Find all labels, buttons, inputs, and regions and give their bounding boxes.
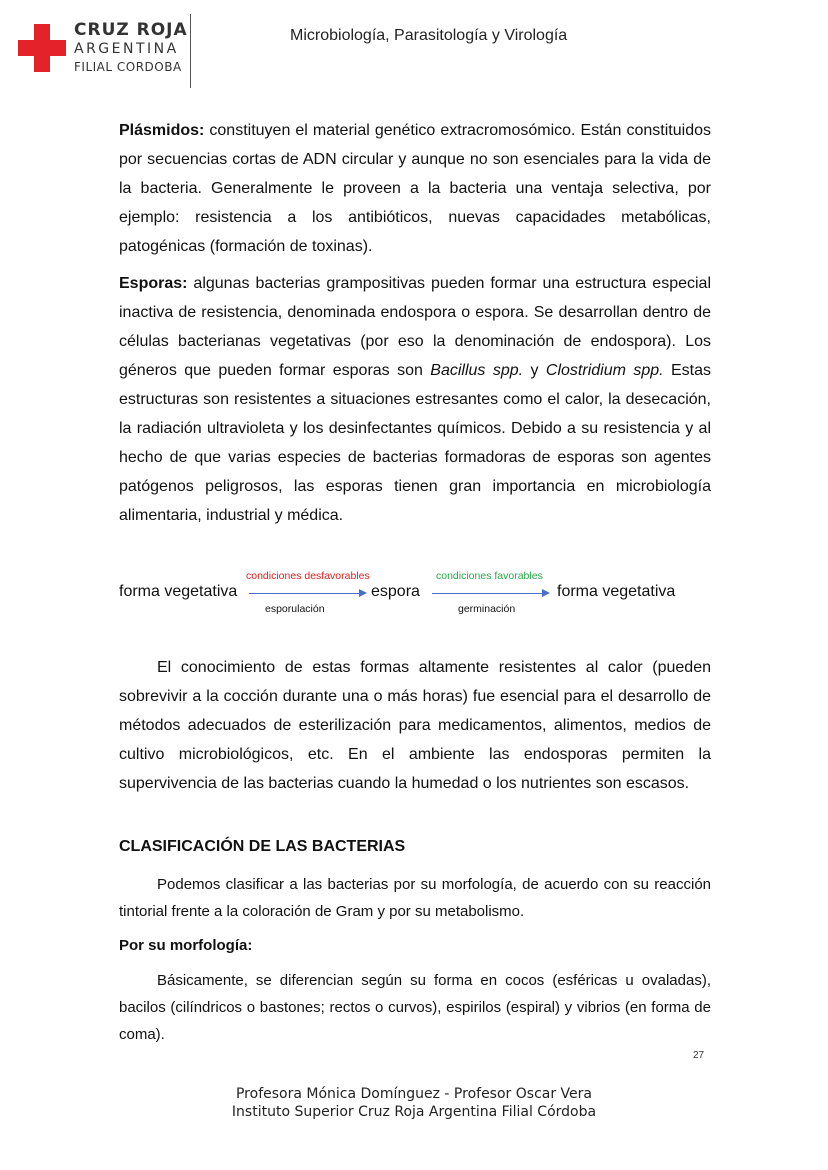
esporas-text-3: Estas estructuras son resistentes a situaciones estresantes como el calor, la desecación, la radiación ultravioleta y los desinfectantes químicos. Debido a su resistencia y al hecho de que varias especies de bacterias formadoras de esporas son agentes patógenos peligrosos, las esporas tienen gran importancia en microbiología alimentaria, industrial y médica. <box>119 362 712 524</box>
esporas-term: Esporas: <box>119 275 188 292</box>
cruz-roja-logo <box>18 20 193 88</box>
genus-bacillus: Bacillus spp. <box>430 362 524 379</box>
genus-clostridium: Clostridium spp. <box>545 362 664 379</box>
logo-line2: ARGENTINA <box>74 41 179 57</box>
morfologia-subtitle: Por su morfología: <box>119 937 253 954</box>
red-cross-icon <box>18 24 66 72</box>
esporas-text-1: algunas bacterias grampositivas pueden formar una estructura especial inactiva de resistencia, denominada endospora o espora. Se desarrollan dentro de células bacterianas vegetativas (por eso la denominación de endospora). Los géneros que pueden formar esporas son <box>119 275 711 379</box>
page-footer <box>0 1085 828 1121</box>
diagram-condition-unfavorable: condiciones desfavorables <box>246 570 370 582</box>
esporas-paragraph <box>119 269 711 530</box>
plasmidos-term: Plásmidos: <box>119 122 205 139</box>
page-header-title: Microbiología, Parasitología y Virología <box>290 27 568 44</box>
diagram-state-spore: espora <box>371 583 420 600</box>
plasmidos-text: constituyen el material genético extracromosómico. Están constituidos por secuencias cortas de ADN circular y aunque no son esenciales para la vida de la bacteria. Generalmente le proveen a la bacteria una ventaja selectiva, por ejemplo: resistencia a los antibióticos, nuevas capacidades metabólicas, patogénicas (formación de toxinas). <box>119 122 711 255</box>
section-title: CLASIFICACIÓN DE LAS BACTERIAS <box>119 838 406 855</box>
morfologia-paragraph: Básicamente, se diferencian según su forma en cocos (esféricas u ovaladas), bacilos (cilíndricos o bastones; rectos o curvos), espirilos (espiral) y vibrios (en forma de coma). <box>119 972 711 1043</box>
diagram-condition-favorable: condiciones favorables <box>436 570 543 582</box>
plasmidos-paragraph <box>119 116 711 261</box>
clasificacion-intro: Podemos clasificar a las bacterias por su morfología, de acuerdo con su reacción tintorial frente a la coloración de Gram y por su metabolismo. <box>119 876 711 920</box>
esporas-text-2: y <box>523 362 546 379</box>
diagram-state-vegetative-2: forma vegetativa <box>557 583 676 600</box>
sporulation-arrow-icon <box>249 593 365 594</box>
diagram-process-sporulation: esporulación <box>265 603 325 615</box>
diagram-process-germination: germinación <box>458 603 516 615</box>
page-number: 27 <box>693 1050 705 1061</box>
footer-institute: Instituto Superior Cruz Roja Argentina Filial Córdoba <box>231 1104 597 1120</box>
logo-text <box>74 20 188 75</box>
germination-arrow-icon <box>432 593 548 594</box>
conocimiento-paragraph: El conocimiento de estas formas altamente resistentes al calor (pueden sobrevivir a la cocción durante una o más horas) fue esencial para el desarrollo de métodos adecuados de esterilización para medicamentos, alimentos, medios de cultivo microbiológicos, etc. En el ambiente las endosporas permiten la supervivencia de las bacterias cuando la humedad o los nutrientes son escasos. <box>119 659 711 792</box>
footer-authors: Profesora Mónica Domínguez - Profesor Oscar Vera <box>235 1086 592 1102</box>
header-divider <box>190 14 191 88</box>
logo-line1: CRUZ ROJA <box>74 20 188 40</box>
logo-line3: FILIAL CORDOBA <box>74 60 182 74</box>
spore-cycle-diagram <box>119 566 711 626</box>
diagram-state-vegetative-1: forma vegetativa <box>119 583 238 600</box>
